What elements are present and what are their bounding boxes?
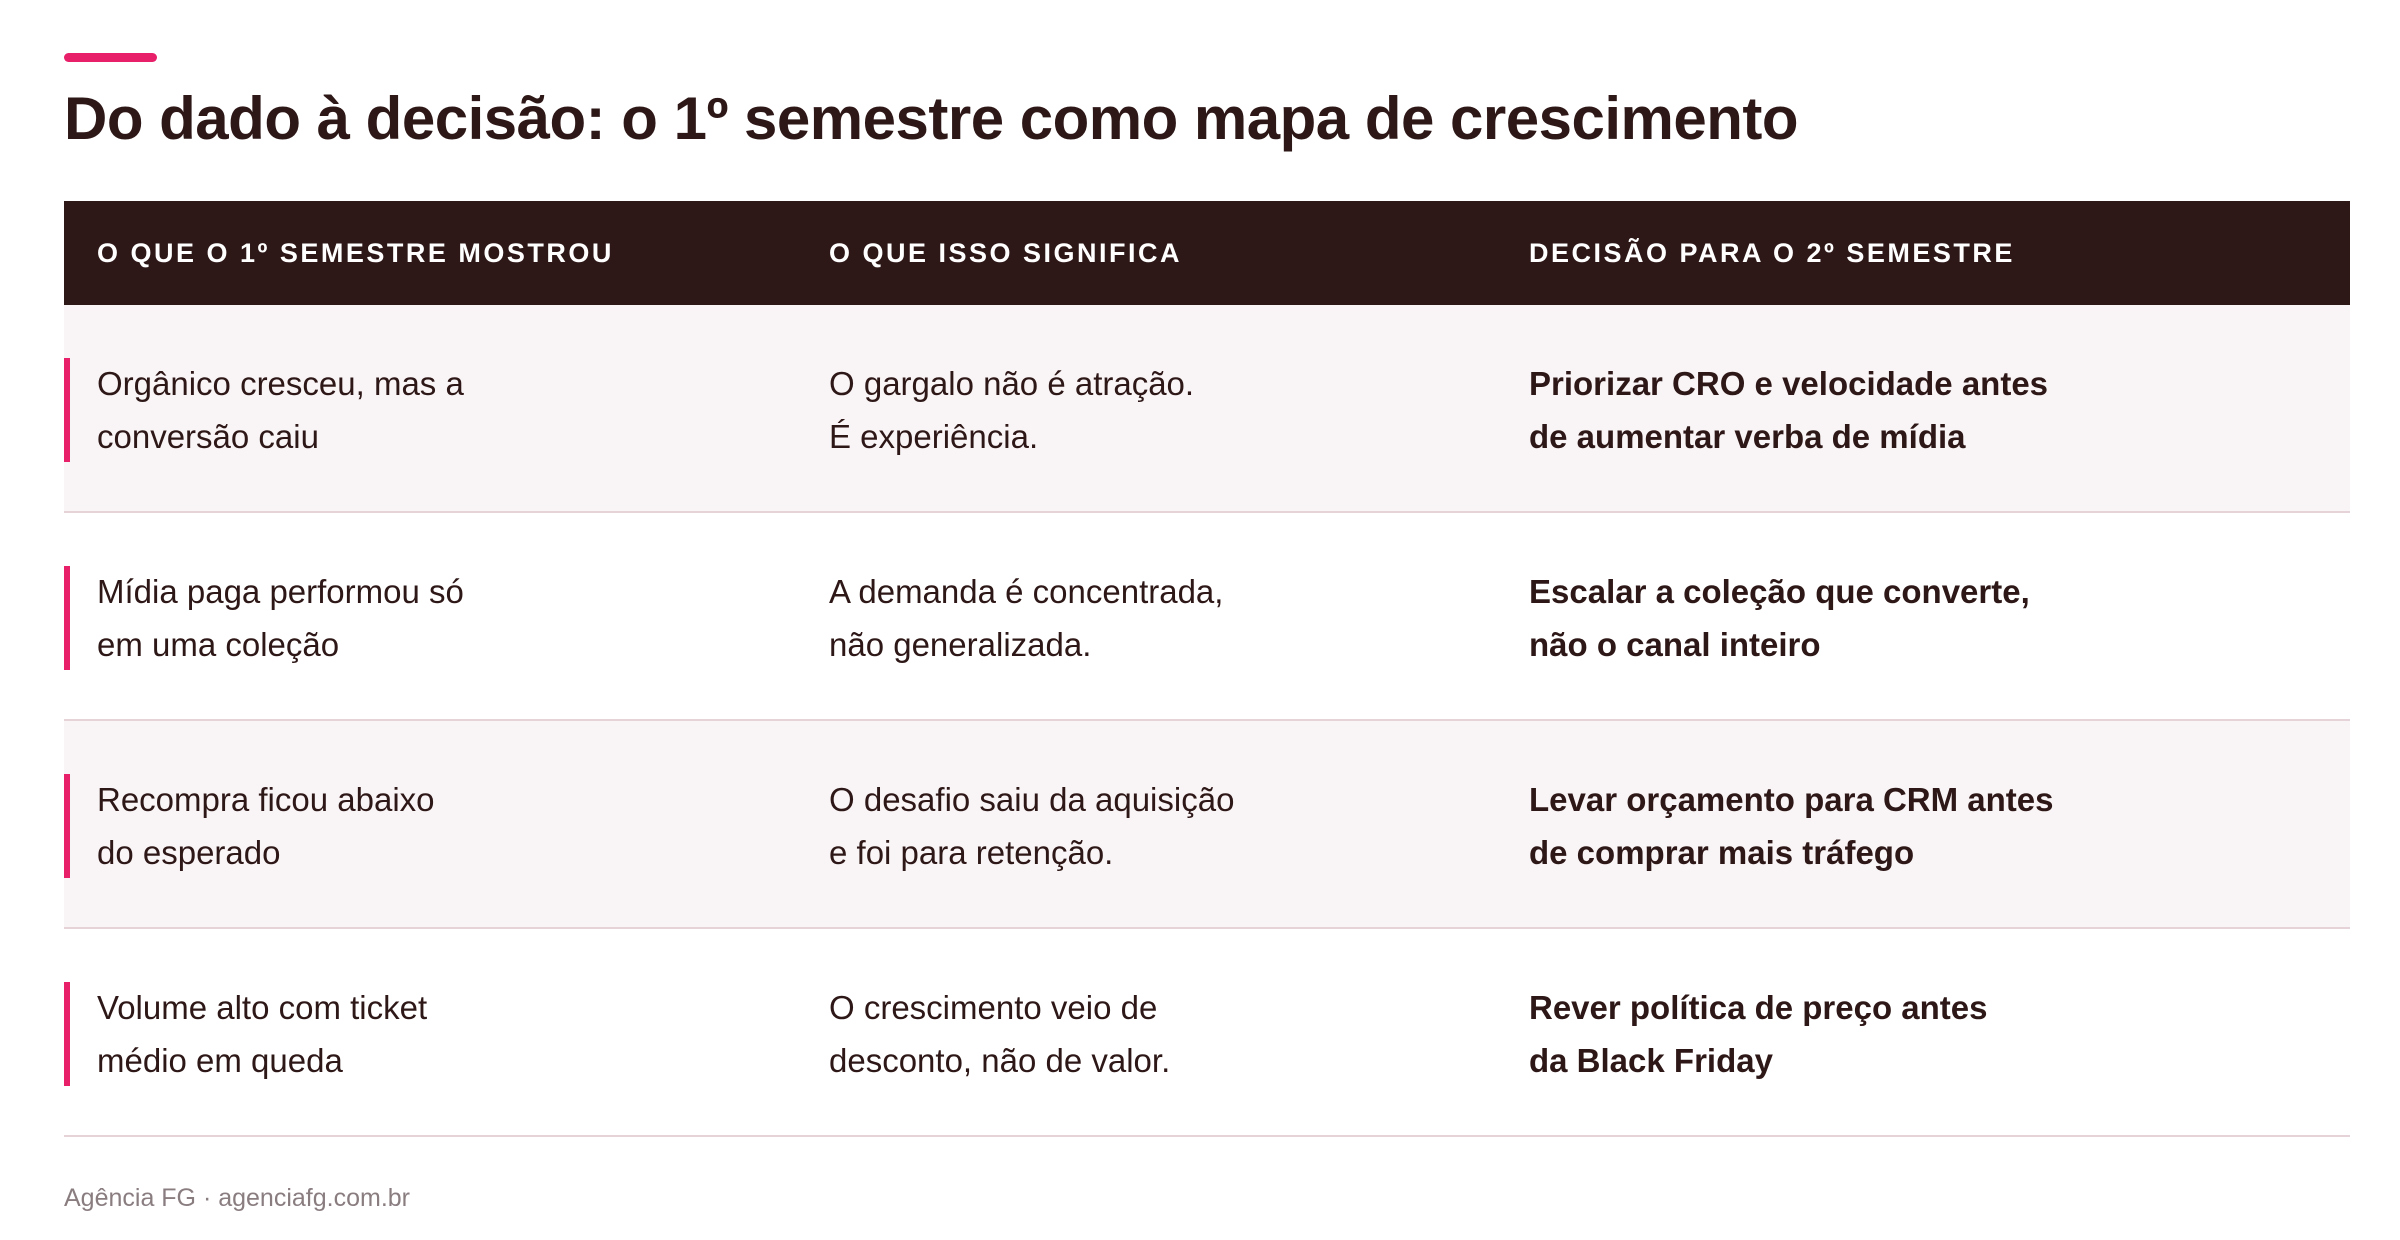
table-row (64, 513, 2350, 721)
table-row (64, 721, 2350, 929)
column-header-observation: O QUE O 1º SEMESTRE MOSTROU (97, 238, 614, 268)
meaning-cell (829, 357, 1429, 463)
column-header-meaning: O QUE ISSO SIGNIFICA (829, 238, 1183, 268)
row-marker (64, 566, 70, 670)
observation-line: Orgânico cresceu, mas a (97, 365, 464, 402)
decision-line: não o canal inteiro (1529, 626, 1821, 663)
decision-line: de comprar mais tráfego (1529, 834, 1915, 871)
decision-cell (1529, 773, 2249, 879)
decision-cell (1529, 357, 2249, 463)
observation-line: conversão caiu (97, 418, 319, 455)
observation-line: Recompra ficou abaixo (97, 781, 435, 818)
page-title: Do dado à decisão: o 1º semestre como mapa de crescimento (64, 85, 1799, 152)
meaning-cell (829, 773, 1429, 879)
decision-line: Escalar a coleção que converte, (1529, 573, 2030, 610)
table-header (64, 201, 2350, 305)
row-marker (64, 774, 70, 878)
observation-cell (97, 357, 697, 463)
meaning-cell (829, 565, 1429, 671)
decision-cell (1529, 565, 2249, 671)
meaning-line: e foi para retenção. (829, 834, 1114, 871)
meaning-line: A demanda é concentrada, (829, 573, 1224, 610)
table-row (64, 929, 2350, 1137)
observation-cell (97, 565, 697, 671)
meaning-line: O desafio saiu da aquisição (829, 781, 1235, 818)
observation-line: médio em queda (97, 1042, 343, 1079)
table-row (64, 305, 2350, 513)
decision-line: da Black Friday (1529, 1042, 1773, 1079)
column-header-decision: DECISÃO PARA O 2º SEMESTRE (1529, 238, 2015, 268)
meaning-line: É experiência. (829, 418, 1039, 455)
row-marker (64, 982, 70, 1086)
decision-line: Rever política de preço antes (1529, 989, 1988, 1026)
meaning-cell (829, 981, 1429, 1087)
observation-line: Mídia paga performou só (97, 573, 464, 610)
accent-bar (64, 53, 157, 62)
row-marker (64, 358, 70, 462)
meaning-line: O gargalo não é atração. (829, 365, 1195, 402)
footer-credit: Agência FG · agenciafg.com.br (64, 1184, 410, 1212)
observation-cell (97, 773, 697, 879)
observation-line: do esperado (97, 834, 281, 871)
observation-line: Volume alto com ticket (97, 989, 428, 1026)
meaning-line: desconto, não de valor. (829, 1042, 1171, 1079)
observation-line: em uma coleção (97, 626, 340, 663)
meaning-line: O crescimento veio de (829, 989, 1158, 1026)
decision-cell (1529, 981, 2249, 1087)
decision-table (64, 201, 2350, 1137)
decision-line: Levar orçamento para CRM antes (1529, 781, 2054, 818)
meaning-line: não generalizada. (829, 626, 1092, 663)
observation-cell (97, 981, 697, 1087)
decision-line: Priorizar CRO e velocidade antes (1529, 365, 2049, 402)
page (64, 0, 2350, 1240)
decision-line: de aumentar verba de mídia (1529, 418, 1966, 455)
